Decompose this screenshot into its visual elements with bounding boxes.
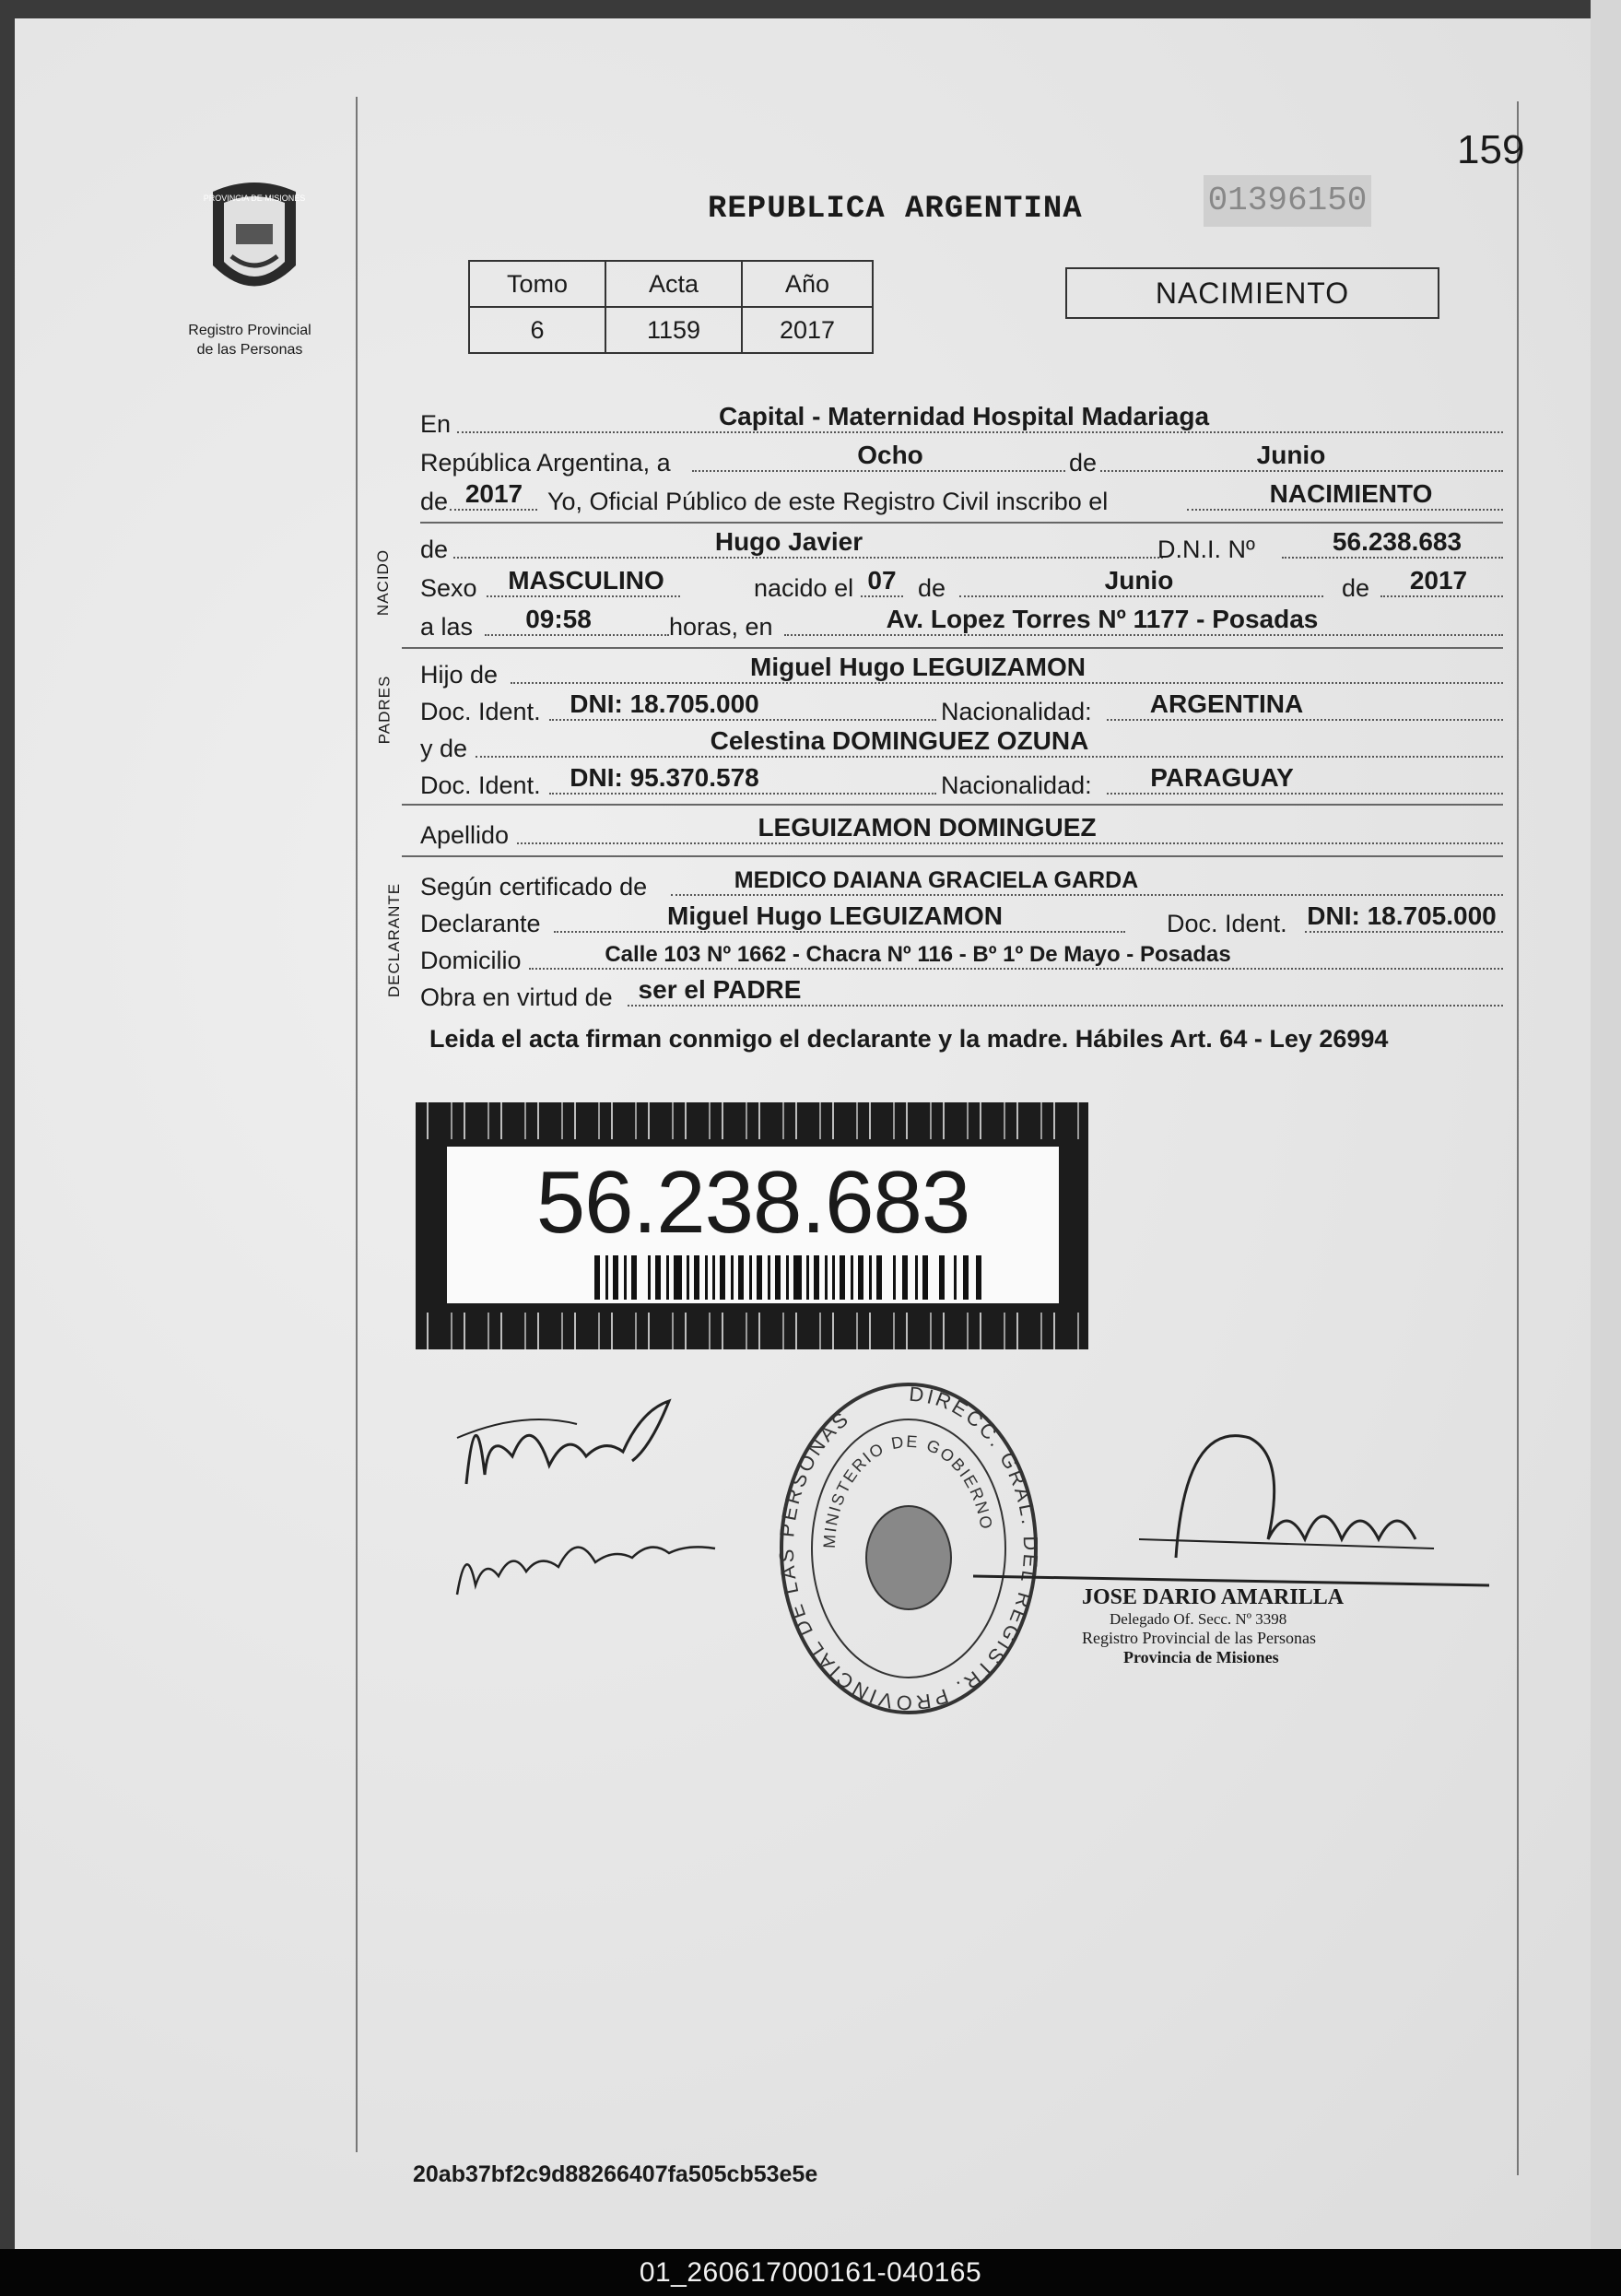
- side-label-nacido: NACIDO: [374, 548, 393, 617]
- reference-header-row: [469, 261, 873, 307]
- serial-number: 01396150: [1204, 175, 1371, 227]
- reference-value-row: [469, 307, 873, 353]
- dotted-line: [628, 1005, 1503, 1007]
- side-label-declarante: DECLARANTE: [385, 882, 404, 998]
- value-certificado: MEDICO DAIANA GRACIELA GARDA: [734, 867, 1139, 893]
- dotted-line: [453, 557, 1163, 559]
- country-heading: REPUBLICA ARGENTINA: [708, 192, 1083, 227]
- barcode-graphic: [594, 1255, 1000, 1300]
- label-horas-en: horas, en: [669, 613, 773, 641]
- value-declarante: Miguel Hugo LEGUIZAMON: [667, 901, 1003, 930]
- svg-text:DIRECC. GRAL. DEL REGISTR. PRO: DIRECC. GRAL. DEL REGISTR. PROVINCIAL DE LAS PERSONAS: [774, 1382, 1043, 1715]
- page-number: 159: [1457, 127, 1525, 172]
- dotted-line: [517, 842, 1503, 844]
- label-doc-ident: Doc. Ident.: [420, 698, 541, 725]
- logo-caption-line2: de las Personas: [196, 342, 303, 358]
- dotted-line: [959, 595, 1323, 597]
- label-y-de: y de: [420, 735, 468, 762]
- value-anio: 2017: [464, 479, 523, 508]
- value-nac-dia: 07: [867, 566, 897, 595]
- row-inscripcion: [420, 479, 1503, 516]
- row-hora: [420, 605, 1503, 642]
- official-block: [1082, 1585, 1395, 1667]
- ref-header-anio: Año: [742, 261, 873, 307]
- value-madre: Celestina DOMINGUEZ OZUNA: [710, 726, 1089, 755]
- label-en: En: [420, 410, 452, 438]
- label-de-mes2: de: [918, 574, 946, 602]
- label-dni: D.N.I. Nº: [1157, 536, 1255, 563]
- label-nacido-el: nacido el: [754, 574, 854, 602]
- page-edge: [1591, 0, 1621, 2249]
- act-type-box: NACIMIENTO: [1065, 267, 1439, 319]
- signature-mother: [457, 1547, 715, 1595]
- row-certificado: [420, 865, 1503, 901]
- row-nombre: [420, 527, 1503, 564]
- document-page: [15, 18, 1591, 2249]
- row-lugar: [420, 402, 1503, 439]
- dotted-line: [1187, 509, 1503, 511]
- label-republica: República Argentina, a: [420, 449, 671, 477]
- value-nac-mes: Junio: [1104, 566, 1174, 595]
- label-domicilio: Domicilio: [420, 947, 522, 974]
- value-lugar-nac: Av. Lopez Torres Nº 1177 - Posadas: [886, 605, 1319, 633]
- dotted-line: [549, 719, 936, 721]
- value-nac-anio: 2017: [1409, 566, 1468, 595]
- value-apellido: LEGUIZAMON DOMINGUEZ: [758, 813, 1097, 842]
- signatures-left: [448, 1373, 761, 1613]
- dotted-line: [1107, 719, 1503, 721]
- right-margin-line: [1517, 101, 1519, 2175]
- label-nacionalidad2: Nacionalidad:: [941, 771, 1092, 799]
- dotted-line: [457, 431, 1503, 433]
- ref-value-tomo: 6: [469, 307, 605, 353]
- section-divider: [402, 804, 1503, 806]
- value-dia: Ocho: [857, 441, 923, 469]
- dotted-line: [671, 894, 1503, 896]
- svg-text:MINISTERIO DE GOBIERNO: MINISTERIO DE GOBIERNO: [819, 1431, 996, 1549]
- dotted-line: [529, 968, 1503, 970]
- official-title: Delegado Of. Secc. Nº 3398: [1110, 1610, 1287, 1628]
- label-segun: Según certificado de: [420, 873, 648, 901]
- dotted-line: [1380, 595, 1503, 597]
- label-doc-ident3: Doc. Ident.: [1167, 910, 1287, 937]
- ref-value-acta: 1159: [605, 307, 742, 353]
- label-doc-ident2: Doc. Ident.: [420, 771, 541, 799]
- reference-table: [468, 260, 874, 354]
- side-label-padres: PADRES: [375, 675, 394, 745]
- dotted-line: [1282, 557, 1503, 559]
- section-divider: [402, 647, 1503, 649]
- dotted-line: [476, 756, 1503, 758]
- province-seal-logo: [185, 173, 323, 316]
- official-name: JOSE DARIO AMARILLA: [1082, 1585, 1345, 1609]
- svg-text:PROVINCIA DE MISIONES: PROVINCIA DE MISIONES: [203, 194, 306, 203]
- dni-label-panel: [447, 1147, 1059, 1303]
- row-apellido: [420, 813, 1503, 850]
- label-yo: Yo, Oficial Público de este Registro Civil inscribo el: [547, 488, 1109, 515]
- label-de-anio2: de: [1342, 574, 1370, 602]
- signature-official: [973, 1401, 1489, 1613]
- value-domicilio: Calle 103 Nº 1662 - Chacra Nº 116 - Bº 1º De Mayo - Posadas: [605, 942, 1231, 967]
- label-de-anio: de: [420, 488, 449, 515]
- section-divider: [420, 522, 1503, 524]
- legal-statement: Leida el acta firman conmigo el declarante y la madre. Hábiles Art. 64 - Ley 26994: [429, 1025, 1389, 1053]
- dotted-line: [861, 595, 903, 597]
- label-obra: Obra en virtud de: [420, 983, 613, 1011]
- section-divider: [402, 855, 1503, 857]
- official-province: Provincia de Misiones: [1123, 1648, 1279, 1666]
- logo-caption: [162, 321, 337, 359]
- row-domicilio: [420, 938, 1503, 975]
- value-mes: Junio: [1256, 441, 1326, 469]
- signature-father: [457, 1401, 669, 1484]
- label-apellido: Apellido: [420, 821, 510, 849]
- label-sexo: Sexo: [420, 574, 477, 602]
- value-dni: 56.238.683: [1332, 527, 1462, 556]
- value-declarante-doc: DNI: 18.705.000: [1307, 901, 1497, 930]
- label-declarante: Declarante: [420, 910, 541, 937]
- logo-caption-line1: Registro Provincial: [188, 323, 311, 338]
- row-fecha: [420, 441, 1503, 477]
- value-acto: NACIMIENTO: [1269, 479, 1433, 508]
- security-pattern-top: [416, 1102, 1088, 1139]
- value-padre-nac: ARGENTINA: [1149, 689, 1304, 718]
- value-obra: ser el PADRE: [638, 975, 802, 1004]
- label-de-mes: de: [1065, 449, 1100, 477]
- dotted-line: [549, 793, 936, 795]
- dotted-line: [485, 634, 669, 636]
- label-nacionalidad: Nacionalidad:: [941, 698, 1092, 725]
- dni-label-number: 56.238.683: [535, 1153, 970, 1252]
- dotted-line: [511, 682, 1503, 684]
- value-madre-nac: PARAGUAY: [1150, 763, 1294, 792]
- label-hijo-de: Hijo de: [420, 661, 499, 689]
- official-office: Registro Provincial de las Personas: [1082, 1629, 1316, 1647]
- dotted-line: [1305, 931, 1503, 933]
- dotted-line: [450, 509, 537, 511]
- dotted-line: [487, 595, 680, 597]
- dotted-line: [784, 634, 1503, 636]
- row-sexo: [420, 566, 1503, 603]
- ref-header-tomo: Tomo: [469, 261, 605, 307]
- value-hora: 09:58: [525, 605, 592, 633]
- dotted-line: [1107, 793, 1503, 795]
- security-pattern-bottom: [416, 1313, 1088, 1349]
- row-madre-doc: [420, 763, 1503, 800]
- row-declarante: [420, 901, 1503, 938]
- label-a-las: a las: [420, 613, 474, 641]
- value-madre-doc: DNI: 95.370.578: [570, 763, 759, 792]
- ref-header-acta: Acta: [605, 261, 742, 307]
- row-padre-doc: [420, 689, 1503, 726]
- value-padre: Miguel Hugo LEGUIZAMON: [750, 653, 1086, 681]
- value-lugar: Capital - Maternidad Hospital Madariaga: [718, 402, 1210, 430]
- dotted-line: [554, 931, 1125, 933]
- value-nombre: Hugo Javier: [714, 527, 863, 556]
- dni-security-label: [416, 1102, 1088, 1349]
- row-obra: [420, 975, 1503, 1012]
- row-padre: [420, 653, 1503, 689]
- footer-id-bar: 01_260617000161-040165: [0, 2249, 1621, 2296]
- label-de-nacido: de: [420, 536, 449, 563]
- row-madre: [420, 726, 1503, 763]
- left-margin-line: [356, 97, 358, 2152]
- document-hash: 20ab37bf2c9d88266407fa505cb53e5e: [413, 2161, 818, 2187]
- ref-value-anio: 2017: [742, 307, 873, 353]
- value-sexo: MASCULINO: [508, 566, 664, 595]
- value-padre-doc: DNI: 18.705.000: [570, 689, 759, 718]
